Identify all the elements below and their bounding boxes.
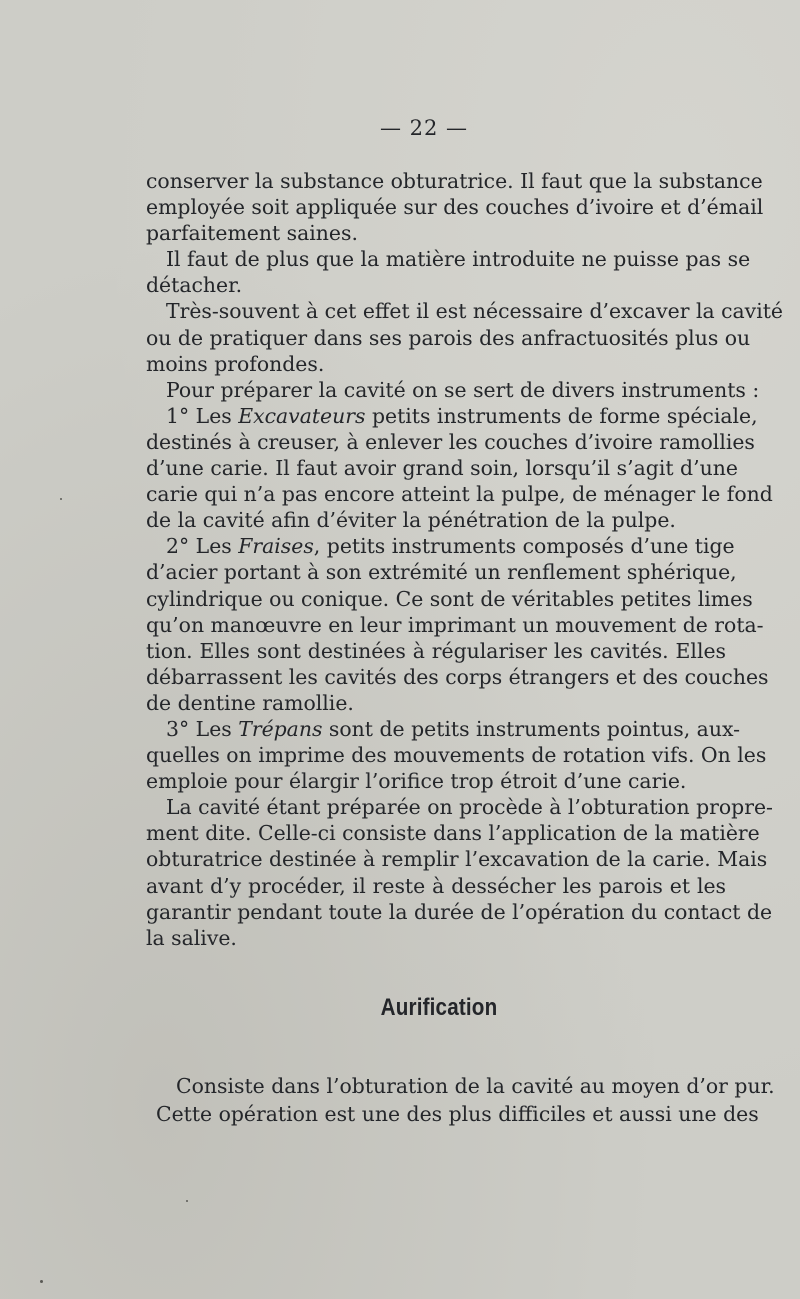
print-speck	[186, 1200, 188, 1202]
text-line: conserver la substance obturatrice. Il faut que la substance	[146, 169, 763, 193]
aurification-paragraph	[156, 1072, 775, 1128]
instrument-name: Excavateurs	[238, 403, 366, 428]
print-speck	[40, 1280, 43, 1283]
text-line: garantir pendant toute la durée de l’opération du contact de	[146, 899, 773, 924]
text-line: tion. Elles sont destinées à régulariser les cavités. Elles	[146, 638, 726, 663]
text-line: parfaitement saines.	[146, 221, 358, 246]
main-paragraphs	[146, 168, 783, 951]
text-line: détacher.	[146, 273, 243, 298]
page-number: — 22 —	[379, 116, 469, 140]
text-line: 3° Les Trépans sont de petits instruments pointus, aux-	[166, 716, 740, 741]
text-line: quelles on imprime des mouvements de rotation vifs. On les	[146, 743, 767, 768]
instrument-name: Trépans	[238, 716, 323, 741]
text-line: ment dite. Celle-ci consiste dans l’application de la matière	[146, 821, 760, 846]
text-line: destinés à creuser, à enlever les couches d’ivoire ramollies	[146, 429, 755, 454]
text-line: d’acier portant à son extrémité un renflement sphérique,	[146, 560, 737, 585]
text-line: avant d’y procéder, il reste à dessécher les parois et les	[146, 873, 726, 898]
text-line: de la cavité afin d’éviter la pénétration de la pulpe.	[146, 508, 676, 533]
text-line: cylindrique ou conique. Ce sont de véritables petites limes	[146, 586, 753, 611]
text-line: carie qui n’a pas encore atteint la pulpe, de ménager le fond	[146, 482, 773, 507]
text-line: emploie pour élargir l’orifice trop étroit d’une carie.	[146, 769, 687, 794]
text-line: qu’on manœuvre en leur imprimant un mouvement de rota-	[146, 612, 764, 637]
text-line: d’une carie. Il faut avoir grand soin, lorsqu’il s’agit d’une	[146, 456, 738, 481]
text-line: moins profondes.	[146, 351, 325, 376]
text-line: Cette opération est une des plus difficiles et aussi une des	[156, 1102, 759, 1126]
text-line: La cavité étant préparée on procède à l’obturation propre-	[166, 795, 773, 820]
text-line: employée soit appliquée sur des couches d’ivoire et d’émail	[146, 195, 764, 220]
text-line: de dentine ramollie.	[146, 690, 354, 715]
print-speck	[60, 498, 62, 500]
text-line: Très-souvent à cet effet il est nécessaire d’excaver la cavité	[166, 299, 783, 324]
text-line: Consiste dans l’obturation de la cavité au moyen d’or pur.	[176, 1074, 775, 1098]
instrument-name: Fraises	[238, 534, 314, 559]
text-line: 1° Les Excavateurs petits instruments de forme spéciale,	[166, 403, 758, 428]
text-line: Pour préparer la cavité on se sert de divers instruments :	[166, 377, 760, 402]
text-line: la salive.	[146, 925, 237, 950]
text-line: débarrassent les cavités des corps étrangers et des couches	[146, 664, 769, 689]
text-line: Il faut de plus que la matière introduite ne puisse pas se	[166, 247, 751, 272]
text-line: ou de pratiquer dans ses parois des anfractuosités plus ou	[146, 325, 751, 350]
text-line: obturatrice destinée à remplir l’excavation de la carie. Mais	[146, 847, 768, 872]
text-line: 2° Les Fraises, petits instruments composés d’une tige	[166, 534, 735, 559]
section-heading: Aurification	[380, 994, 498, 1021]
